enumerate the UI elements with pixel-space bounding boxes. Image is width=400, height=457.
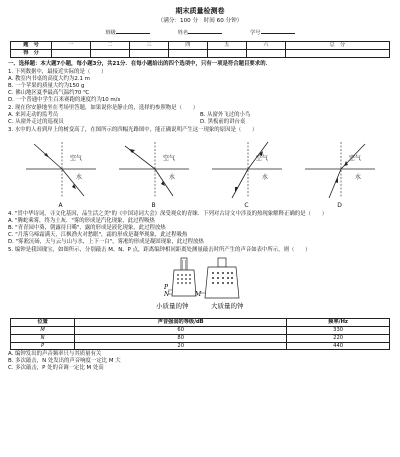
q3-diagram-d[interactable] (301, 136, 379, 210)
table-cell: M (11, 327, 75, 335)
water-label: 水 (168, 174, 175, 182)
table-header: 位置 (11, 319, 75, 327)
table-row (11, 342, 390, 350)
q1-option-b[interactable]: B. 一个苹果的质量大约为150 g (8, 83, 85, 90)
table-cell: 330 (287, 327, 390, 335)
col-3: 三 (129, 42, 168, 50)
q2-option-b[interactable]: B. 从窗外飞过的小鸟 (200, 112, 251, 119)
class-field[interactable]: 班级 (105, 27, 149, 37)
diagram-label-d: D (337, 202, 342, 210)
col-1: 一 (52, 42, 91, 50)
q4-option-d[interactable]: D. "雾凇沆砀，天与云与山与水，上下一白"，雾凇的形成是凝固现象，此过程放热 (8, 239, 204, 246)
score-cell[interactable] (285, 50, 389, 58)
air-label: 空气 (69, 155, 82, 163)
table-cell: N (11, 334, 75, 342)
diagram-label-b: B (151, 202, 156, 210)
page-title: 期末质量检测卷 (175, 7, 225, 15)
q5-option-c[interactable]: C. 多次敲击，P 处的音调一定比 M 处高 (8, 365, 104, 372)
diagram-label-a: A (58, 202, 63, 210)
q3-diagram-b[interactable] (115, 136, 193, 210)
col-6: 六 (246, 42, 285, 50)
bells-svg (8, 256, 392, 316)
small-bell-icon (168, 258, 196, 296)
diagram-label-c: C (244, 202, 249, 210)
q4-option-c[interactable]: C. "月落乌啼霜满天，江枫渔火对愁眠"，霜的形成是凝华现象，此过程吸热 (8, 232, 188, 239)
table-cell: 60 (75, 327, 287, 335)
q4-option-a[interactable]: A. "腾蛇乘雾，终为土灰．"雾的形成是汽化现象，此过程吸热 (8, 218, 155, 225)
air-label: 空气 (348, 155, 361, 163)
table-cell: P (11, 342, 75, 350)
id-field[interactable]: 学号 (250, 27, 294, 37)
table-cell: 440 (287, 342, 390, 350)
section1-heading: 一、选择题：本大题7小题，每小题3分，共21分．在每小题给出的四个选项中，只有一项是符合题目要求的． (8, 61, 271, 68)
q5-option-a[interactable]: A. 编钟发出的声音频率只与其质量有关 (8, 351, 102, 358)
table-header: 声音强弱的等级/dB (75, 319, 287, 327)
water-label: 水 (261, 174, 268, 182)
water-label: 水 (354, 174, 361, 182)
col-2: 二 (90, 42, 129, 50)
q2-option-c[interactable]: C. 从窗外走过的巡视员 (8, 119, 64, 126)
q1-option-d[interactable]: D. 一个普通中学生百米赛跑的速度约为10 m/s (8, 97, 121, 104)
point-m-label: M (195, 291, 202, 299)
q3-stem: 3. 水中的人看到岸上的树变高了，在图所示的四幅光路图中，能正确说明产生这一现象的原因是（ ） (8, 127, 258, 134)
q2-stem: 2. 现在你安静地坐在考场里答题，如果说你是静止的，选择的参照物是（ ） (8, 105, 199, 112)
q4-option-b[interactable]: B. "青青园中葵，朝露待日晞"，露的形成是液化现象，此过程放热 (8, 225, 166, 232)
score-cell[interactable] (246, 50, 285, 58)
score-cell[interactable] (168, 50, 207, 58)
name-field[interactable]: 姓名 (178, 27, 222, 37)
score-cell[interactable] (90, 50, 129, 58)
big-bell-label: 大质量的钟 (211, 302, 244, 311)
col-4: 四 (168, 42, 207, 50)
small-bell-label: 小质量的钟 (156, 302, 189, 311)
table-cell: 220 (287, 334, 390, 342)
big-bell-icon (200, 258, 239, 298)
col-5: 五 (207, 42, 246, 50)
q5-option-b[interactable]: B. 多次敲击，N 处发出的声音响度一定比 M 大 (8, 358, 121, 365)
q2-option-a[interactable]: A. 来回走动的监考员 (8, 112, 59, 119)
q1-option-c[interactable]: C. 佛山地区夏季最高气温约70 ℃ (8, 90, 90, 97)
row-label-score: 得 分 (11, 50, 52, 58)
q3-diagrams (14, 136, 386, 210)
q5-table (10, 318, 390, 350)
water-label: 水 (75, 174, 82, 182)
table-cell: 80 (75, 334, 287, 342)
q5-stem: 5. 编钟是我国瑰宝，如图所示，分别敲击 M、N、P 点，距离编钟相同距离处测量敲击时所产生的声音如表中所示，则（ ） (8, 247, 311, 254)
q1-stem: 1. 下列数据中，最接近实际的是（ ） (8, 69, 107, 76)
table-row (11, 334, 390, 342)
col-total: 总 分 (285, 42, 389, 50)
air-label: 空气 (162, 155, 175, 163)
q3-diagram-c[interactable] (208, 136, 286, 210)
air-label: 空气 (255, 155, 268, 163)
score-cell[interactable] (52, 50, 91, 58)
point-p-label: P (164, 284, 169, 292)
q4-stem: 4. "贯中华诗词，寻文化基因，品生活之美"的《中国诗词大会》深受观众的青睐．下列对古诗文中涉及的热现象解释正确的是（ ） (8, 211, 328, 218)
table-row (11, 327, 390, 335)
table-cell: 20 (75, 342, 287, 350)
table-header: 频率/Hz (287, 319, 390, 327)
q2-option-d[interactable]: D. 黑板前的讲台桌 (200, 119, 246, 126)
score-table (10, 41, 390, 58)
score-cell[interactable] (207, 50, 246, 58)
row-label-number: 题 号 (11, 42, 52, 50)
q3-diagram-a[interactable] (22, 136, 100, 210)
page-subtitle: （满分：100 分 时间 60 分钟） (157, 18, 243, 25)
bells-figure (8, 256, 392, 316)
score-cell[interactable] (129, 50, 168, 58)
point-n-label: N (164, 291, 170, 299)
q1-option-a[interactable]: A. 教室内书桌的高度大约为2.1 m (8, 76, 90, 83)
student-info (8, 27, 392, 37)
